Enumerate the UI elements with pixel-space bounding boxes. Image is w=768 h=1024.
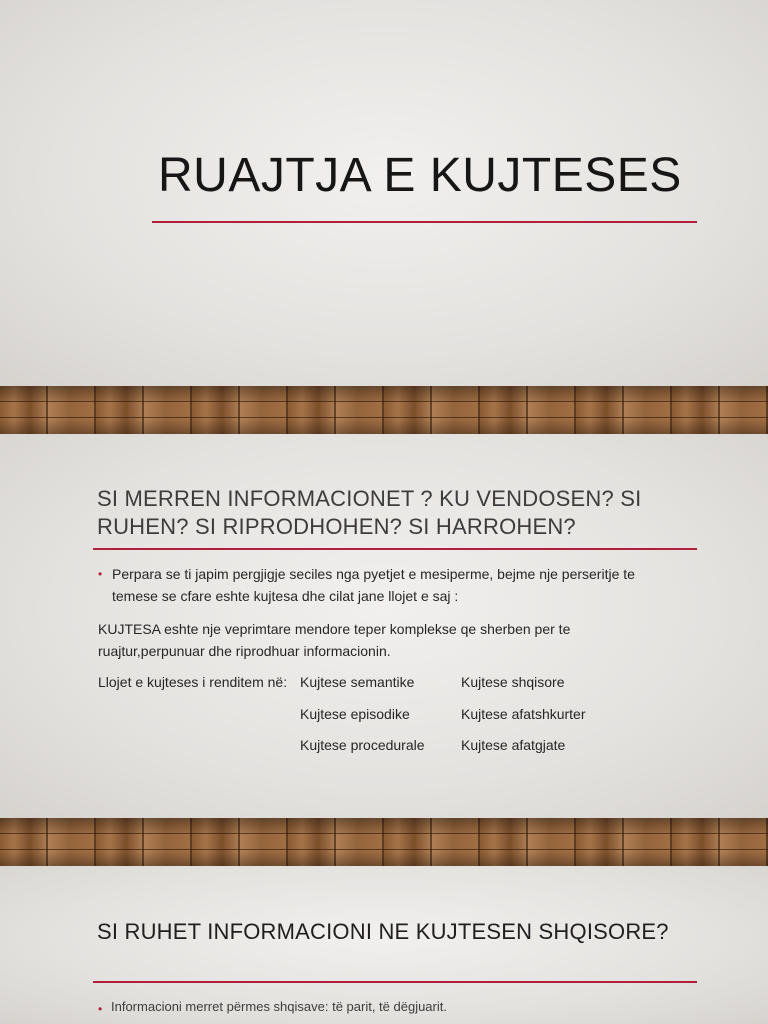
title-underline [152, 221, 697, 223]
heading-underline [93, 548, 697, 550]
memory-type-item: Kujtese afatshkurter [461, 706, 586, 722]
content-slide-memory-types [0, 434, 768, 818]
title-slide [0, 0, 768, 386]
heading-underline [93, 981, 697, 983]
content-slide-sensory-memory [0, 866, 768, 1024]
bullet-marker: • [98, 567, 103, 581]
memory-types-label: Llojet e kujteses i renditem në: [98, 674, 288, 690]
bullet-text: Informacioni merret përmes shqisave: të parit, të dëgjuarit. [111, 999, 447, 1014]
slide-title: RUAJTJA E KUJTESES [158, 149, 682, 202]
slide-heading: SI MERREN INFORMACIONET ? KU VENDOSEN? SI RUHEN? SI RIPRODHOHEN? SI HARROHEN? [97, 486, 642, 539]
bullet-text: Perpara se ti japim pergjigje seciles nga pyetjet e mesiperme, bejme nje perseritje te temese se cfare eshte kujtesa dhe cilat jane llojet e saj : [112, 566, 635, 604]
memory-type-item: Kujtese episodike [300, 706, 410, 722]
definition-paragraph: KUJTESA eshte nje veprimtare mendore teper komplekse qe sherben per te ruajtur,perpunuar dhe riprodhuar informacionin. [98, 621, 571, 659]
memory-type-item: Kujtese procedurale [300, 737, 425, 753]
wood-floor-divider [0, 818, 768, 866]
memory-type-item: Kujtese shqisore [461, 674, 565, 690]
slide-heading: SI RUHET INFORMACIONI NE KUJTESEN SHQISORE? [97, 919, 669, 944]
memory-type-item: Kujtese afatgjate [461, 737, 566, 753]
bullet-marker: • [98, 1002, 103, 1016]
memory-type-item: Kujtese semantike [300, 674, 415, 690]
wood-floor-divider [0, 386, 768, 434]
